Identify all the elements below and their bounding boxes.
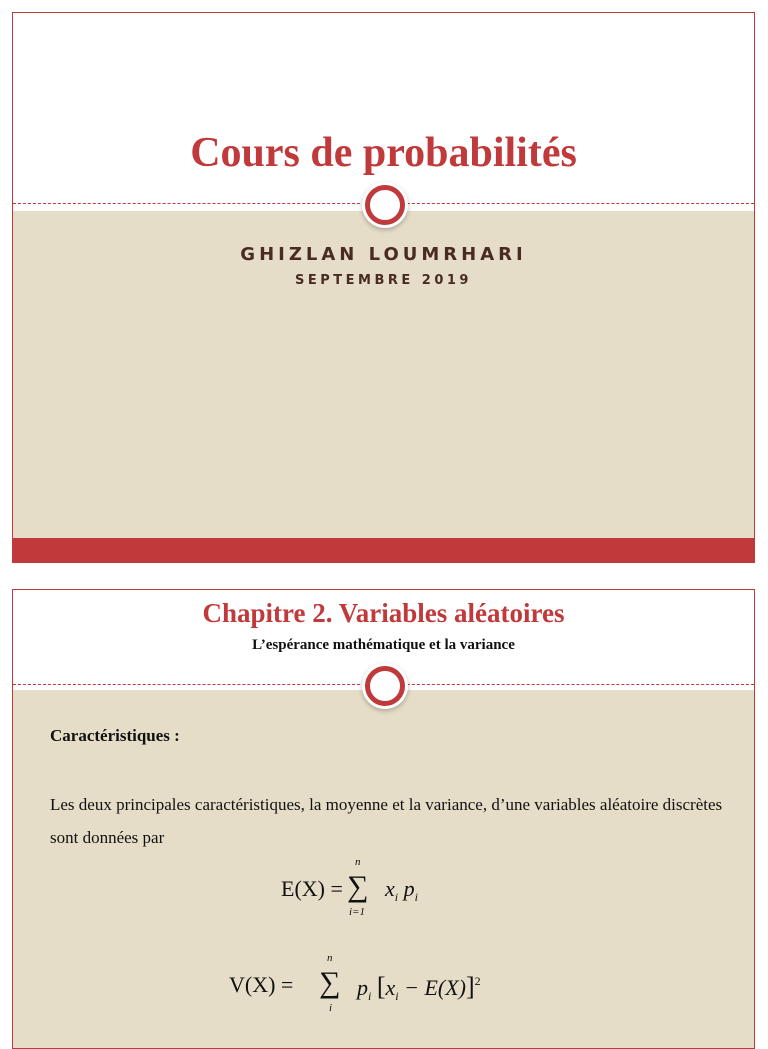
bracket-open: [ [376, 972, 386, 1001]
term-p: p [357, 975, 368, 1000]
slide-header-area [13, 13, 754, 203]
term-minus-expectation: − E(X) [398, 975, 466, 1000]
content-slide [12, 589, 755, 1049]
bracket-close: ] [466, 972, 475, 1001]
term-x: x [385, 975, 396, 1000]
sum-term [357, 972, 481, 1004]
ring-ornament-icon [365, 666, 405, 706]
term-p: p [403, 876, 415, 901]
sum-upper-limit: n [327, 952, 333, 964]
presentation-date: SEPTEMBRE 2019 [295, 273, 472, 288]
chapter-subtitle: L’espérance mathématique et la variance [252, 637, 515, 653]
footer-bar [13, 538, 754, 563]
term-x-subscript: i [395, 989, 399, 1003]
body-paragraph: Les deux principales caractéristiques, la moyenne et la variance, d’une variables aléatoire discrètes sont données par [50, 795, 723, 847]
variance-formula [229, 952, 481, 1014]
section-heading: Caractéristiques : [50, 726, 180, 745]
term-p-subscript: i [368, 989, 372, 1003]
sum-upper-limit: n [355, 856, 361, 868]
sum-lower-limit: i=1 [349, 906, 365, 918]
term-p-subscript: i [414, 890, 418, 904]
sum-lower-limit: i [329, 1002, 333, 1014]
ring-ornament-icon [365, 185, 405, 225]
term-x-subscript: i [394, 890, 399, 904]
expectation-formula [281, 856, 418, 918]
formula-lhs: E(X) = [281, 876, 343, 901]
term-x: x [385, 876, 395, 901]
title-slide [12, 12, 755, 563]
author-name: GHIZLAN LOUMRHARI [240, 244, 527, 265]
sigma-icon: ∑ [319, 966, 341, 999]
sigma-icon: ∑ [347, 870, 369, 903]
exponent: 2 [474, 974, 481, 988]
sum-term [385, 876, 418, 905]
slide-title: Cours de probabilités [190, 130, 577, 176]
formula-lhs: V(X) = [229, 972, 294, 997]
chapter-title: Chapitre 2. Variables aléatoires [202, 598, 565, 628]
